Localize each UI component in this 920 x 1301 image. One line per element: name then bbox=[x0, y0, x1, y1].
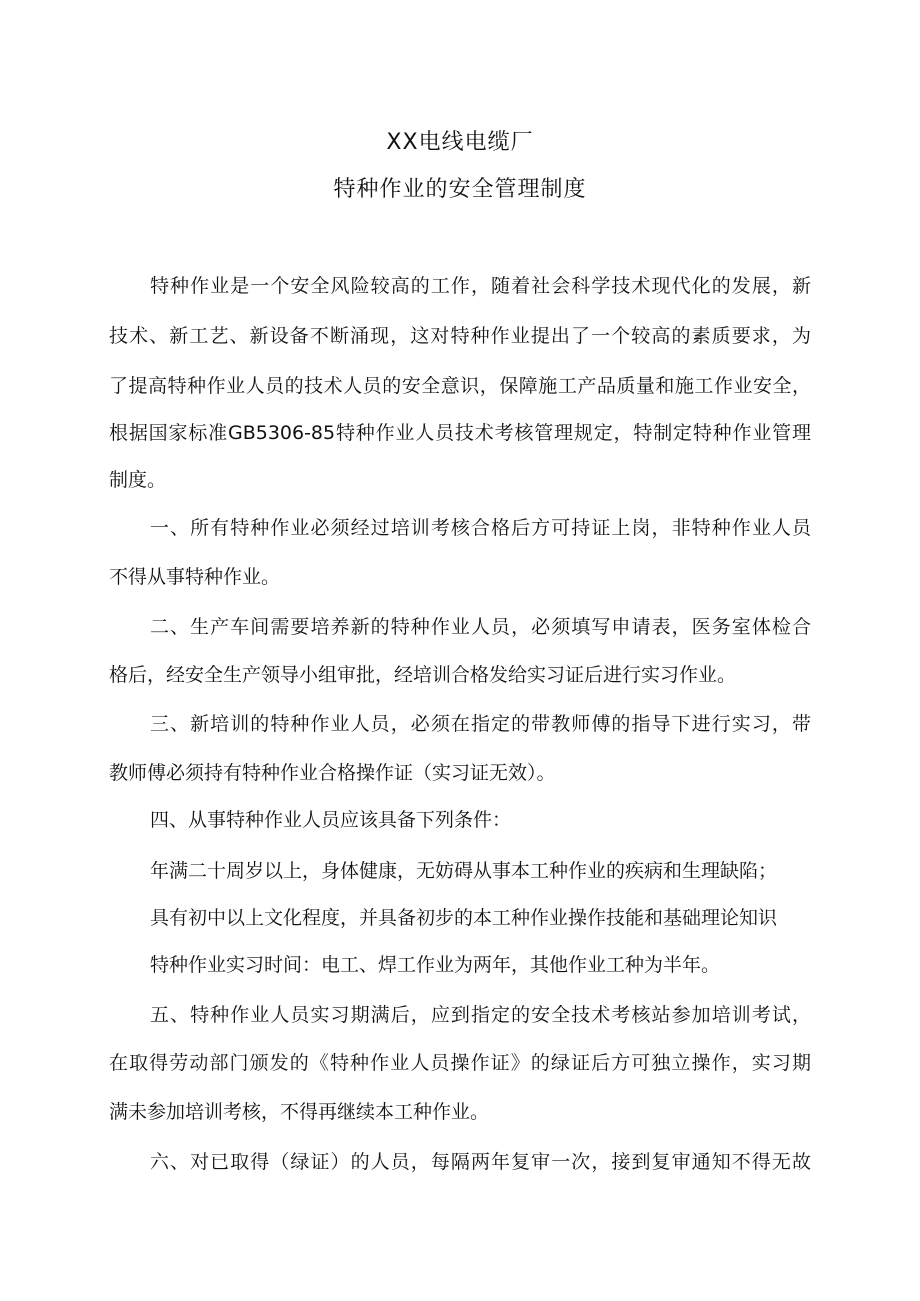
paragraph-line: 教师傅必须持有特种作业合格操作证（实习证无效）。 bbox=[109, 762, 556, 784]
paragraph-line: 在取得劳动部门颁发的《特种作业人员操作证》的绿证后方可独立操作，实习期 bbox=[109, 1052, 811, 1074]
company-name: XX电线电缆厂 bbox=[386, 130, 534, 155]
paragraph-line: 制度。 bbox=[109, 469, 167, 491]
paragraph-line: 格后，经安全生产领导小组审批，经培训合格发给实习证后进行实习作业。 bbox=[109, 664, 737, 686]
paragraph-line: 根据国家标准GB5306-85特种作业人员技术考核管理规定，特制定特种作业管理 bbox=[109, 422, 811, 444]
paragraph-line: 二、生产车间需要培养新的特种作业人员，必须填写申请表，医务室体检合 bbox=[150, 616, 811, 638]
paragraph-line: 了提高特种作业人员的技术人员的安全意识，保障施工产品质量和施工作业安全， bbox=[109, 375, 811, 397]
paragraph-line: 特种作业是一个安全风险较高的工作，随着社会科学技术现代化的发展，新 bbox=[150, 275, 811, 297]
paragraph-line: 不得从事特种作业。 bbox=[109, 566, 281, 588]
paragraph-line: 一、所有特种作业必须经过培训考核合格后方可持证上岗，非特种作业人员 bbox=[150, 517, 811, 539]
condition-line: 具有初中以上文化程度，并具备初步的本工种作业操作技能和基础理论知识 bbox=[150, 907, 778, 929]
document-title: 特种作业的安全管理制度 bbox=[333, 177, 587, 202]
condition-line: 特种作业实习时间：电工、焊工作业为两年，其他作业工种为半年。 bbox=[150, 954, 721, 976]
condition-line: 年满二十周岁以上，身体健康，无妨碍从事本工种作业的疾病和生理缺陷； bbox=[150, 860, 778, 882]
paragraph-line: 三、新培训的特种作业人员，必须在指定的带教师傅的指导下进行实习，带 bbox=[150, 713, 811, 735]
paragraph-line: 四、从事特种作业人员应该具备下列条件： bbox=[150, 809, 512, 831]
paragraph-line: 满未参加培训考核，不得再继续本工种作业。 bbox=[109, 1101, 490, 1123]
paragraph-line: 六、对已取得（绿证）的人员，每隔两年复审一次，接到复审通知不得无故 bbox=[150, 1151, 811, 1173]
paragraph-line: 技术、新工艺、新设备不断涌现，这对特种作业提出了一个较高的素质要求，为 bbox=[109, 325, 811, 347]
paragraph-line: 五、特种作业人员实习期满后，应到指定的安全技术考核站参加培训考试， bbox=[150, 1004, 811, 1026]
